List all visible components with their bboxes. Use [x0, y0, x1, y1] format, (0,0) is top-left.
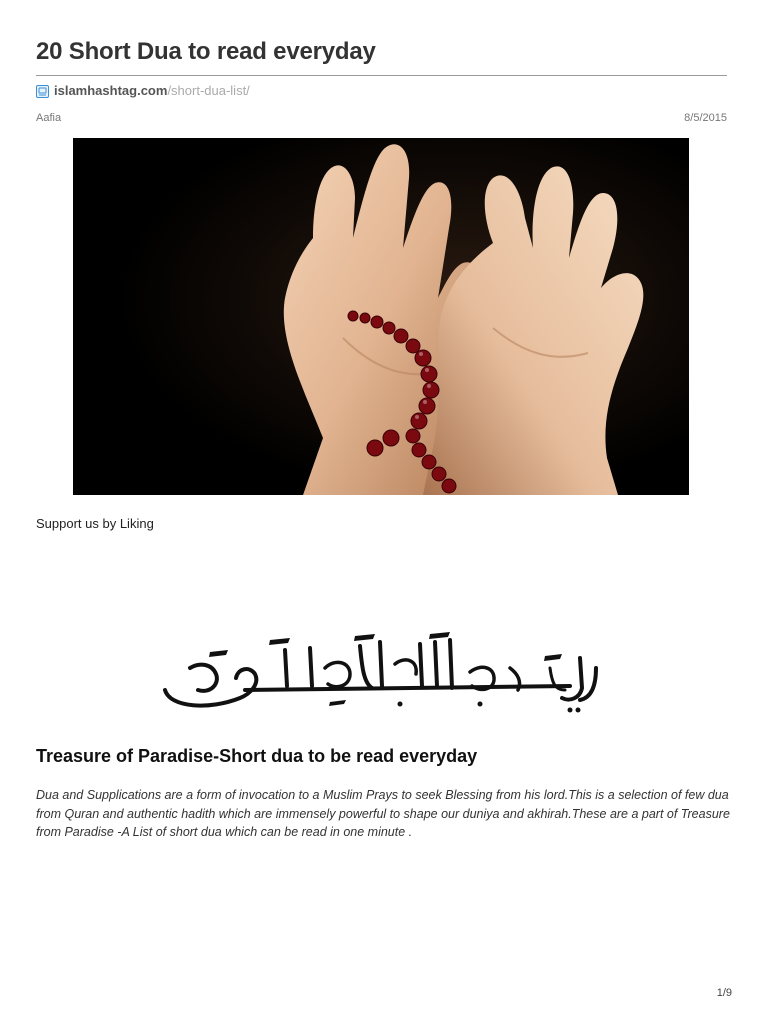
section-heading: Treasure of Paradise-Short dua to be read everyday [36, 746, 478, 766]
source-path[interactable]: /short-dua-list/ [167, 83, 250, 98]
page-title: 20 Short Dua to read everyday [36, 38, 376, 65]
bismillah-calligraphy-image [150, 628, 608, 718]
intro-paragraph: Dua and Supplications are a form of invocation to a Muslim Prays to seek Blessing from his lord.This is a selection of few dua from Quran and authentic hadith which are immensely powerful to shape our duniya and akhirah.These are a part of Treasure from Paradise -A List of short dua which can be read in one minute . [36, 788, 730, 839]
support-text: Support us by Liking [36, 516, 154, 531]
source-link[interactable] [36, 83, 250, 99]
page-favicon-icon [36, 85, 49, 98]
title-divider [36, 75, 727, 76]
page-number: 1/9 [716, 987, 732, 999]
praying-hands-image [73, 138, 689, 495]
publish-date: 8/5/2015 [684, 112, 727, 124]
author-name: Aafia [36, 112, 62, 124]
source-domain[interactable]: islamhashtag.com [54, 83, 168, 98]
